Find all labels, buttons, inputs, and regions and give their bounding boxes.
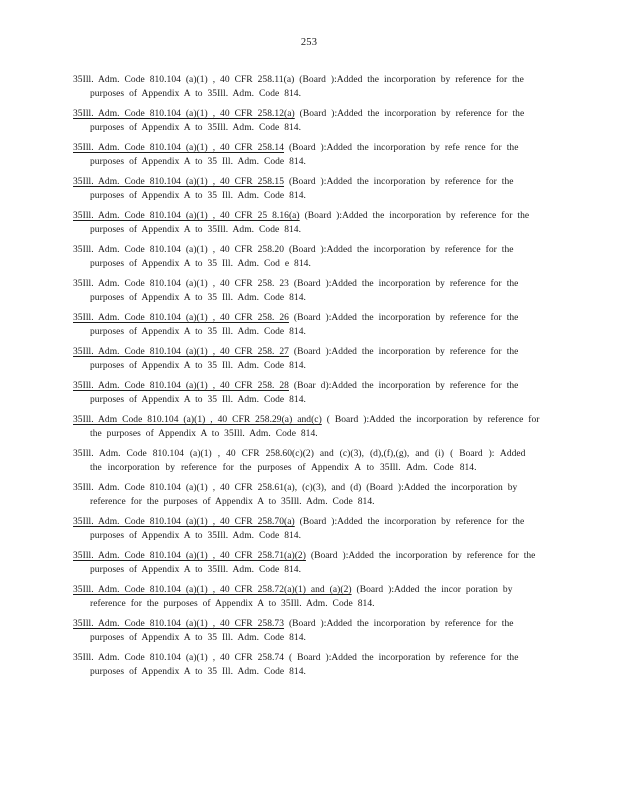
citation-reference: 35Ill. Adm. Code 810.104 (a)(1) , 40 CFR 258.73 (73, 619, 285, 629)
citation-text: (Board ):Added the incorporation by reference for the purposes of Appendix A to 35Ill. Adm. Code 814. (90, 517, 525, 541)
citation-reference: 35Ill. Adm. Code 810.104 (a)(1) , 40 CFR 258.72(a)(1) and (a)(2) (73, 585, 352, 595)
citation-text: (Board ):Added the incorporation by refe rence for the purposes of Appendix A to 35 Ill. Adm. Code 814. (90, 143, 519, 167)
citation-text: and (c)(3), (d),(f),(g), and (i) ( Board ): Added the incorporation by reference for the purposes of Appendix A to 35Ill. Adm. Code 814. (90, 449, 526, 473)
citation-entry (73, 413, 541, 441)
citation-text: (Boar d):Added the incorporation by reference for the purposes of Appendix A to 35 Ill. Adm. Code 814. (90, 381, 519, 405)
citation-reference: 35Ill. Adm. Code 810.104 (a)(1) , 40 CFR 258.11(a) (73, 75, 295, 85)
citation-reference: 35Ill. Adm. Code 810.104 (a)(1) , 40 CFR 258. 23 (73, 279, 289, 289)
citation-reference: 35Ill. Adm. Code 810.104 (a)(1) , 40 CFR 258.61(a), (73, 483, 298, 493)
citation-text: (Board ):Added the incorporation by reference for the purposes of Appendix A to 35 Ill. Adm. Code 814. (90, 313, 519, 337)
citation-text: (Board ):Added the incorporation by reference for the purposes of Appendix A to 35 Ill. Adm. Code 814. (90, 619, 514, 643)
citation-text: (Board ):Added the incorporation by reference for the purposes of Appendix A to 35 Ill. Adm. Cod e 814. (90, 245, 514, 269)
citation-entry (73, 651, 541, 679)
citation-text: ( Board ):Added the incorporation by reference for the purposes of Appendix A to 35 Ill. Adm. Code 814. (90, 653, 519, 677)
citation-reference: 35Ill. Adm. Code 810.104 (a)(1) , 40 CFR 258.15 (73, 177, 285, 187)
citation-reference: 35Ill. Adm. Code 810.104 (a)(1) , 40 CFR 258.20 (73, 245, 285, 255)
citation-entry (73, 447, 541, 475)
citation-text: (Board ):Added the incorporation by reference for the purposes of Appendix A to 35 Ill. Adm. Code 814. (90, 347, 519, 371)
citation-reference: 35Ill. Adm Code 810.104 (a)(1) , 40 CFR 258.29(a) and(c) (73, 415, 322, 425)
citation-text: ( Board ):Added the incorporation by reference for the purposes of Appendix A to 35Ill. Adm. Code 814. (90, 415, 540, 439)
citation-reference: 35Ill. Adm. Code 810.104 (a)(1) , 40 CFR 258. 26 (73, 313, 289, 323)
citation-text: (Board ):Added the incorporation by reference for the purposes of Appendix A to 35Ill. Adm. Code 814. (90, 109, 525, 133)
citation-text: (Board ):Added the incor poration by reference for the purposes of Appendix A to 35Ill. Adm. Code 814. (90, 585, 513, 609)
citation-entry (73, 175, 541, 203)
citation-text: (c)(3), and (d) (Board ):Added the incorporation by reference for the purposes of Appendix A to 35Ill. Adm. Code 814. (90, 483, 518, 507)
citation-entry (73, 243, 541, 271)
citation-text: (Board ):Added the incorporation by reference for the purposes of Appendix A to 35 Ill. Adm. Code 814. (90, 279, 519, 303)
citation-entry (73, 481, 541, 509)
citation-entry (73, 515, 541, 543)
citation-entry (73, 345, 541, 373)
citation-reference: 35Ill. Adm. Code 810.104 (a)(1) , 40 CFR 258.71(a)(2) (73, 551, 306, 561)
citation-reference: 35Ill. Adm. Code 810.104 (a)(1) , 40 CFR 258.14 (73, 143, 285, 153)
citation-entry (73, 311, 541, 339)
citation-reference: 35Ill. Adm. Code 810.104 (a)(1) , 40 CFR 258. 27 (73, 347, 289, 357)
citation-text: (Board ):Added the incorporation by reference for the purposes of Appendix A to 35Ill. Adm. Code 814. (90, 211, 530, 235)
citation-reference: 35Ill. Adm. Code 810.104 (a)(1) , 40 CFR 258.74 (73, 653, 285, 663)
citation-entry (73, 583, 541, 611)
citation-reference: 35Ill. Adm. Code 810.104 (a)(1) , 40 CFR 258. 28 (73, 381, 289, 391)
citation-reference: 35Ill. Adm. Code 810.104 (a)(1) , 40 CFR 258.12(a) (73, 109, 295, 119)
citation-reference: 35Ill. Adm. Code 810.104 (a)(1) , 40 CFR 258.60(c)(2) (73, 449, 314, 459)
citation-text: (Board ):Added the incorporation by reference for the purposes of Appendix A to 35Ill. Adm. Code 814. (90, 75, 524, 99)
citation-entry (73, 107, 541, 135)
citation-text: (Board ):Added the incorporation by reference for the purposes of Appendix A to 35 Ill. Adm. Code 814. (90, 177, 514, 201)
citation-text: (Board ):Added the incorporation by reference for the purposes of Appendix A to 35Ill. Adm. Code 814. (90, 551, 536, 575)
citation-entry (73, 549, 541, 577)
citation-list (73, 73, 541, 685)
citation-reference: 35Ill. Adm. Code 810.104 (a)(1) , 40 CFR 25 8.16(a) (73, 211, 300, 221)
page-number: 253 (300, 37, 318, 48)
citation-entry (73, 73, 541, 101)
citation-entry (73, 617, 541, 645)
citation-reference: 35Ill. Adm. Code 810.104 (a)(1) , 40 CFR 258.70(a) (73, 517, 295, 527)
citation-entry (73, 277, 541, 305)
citation-entry (73, 209, 541, 237)
citation-entry (73, 141, 541, 169)
citation-entry (73, 379, 541, 407)
